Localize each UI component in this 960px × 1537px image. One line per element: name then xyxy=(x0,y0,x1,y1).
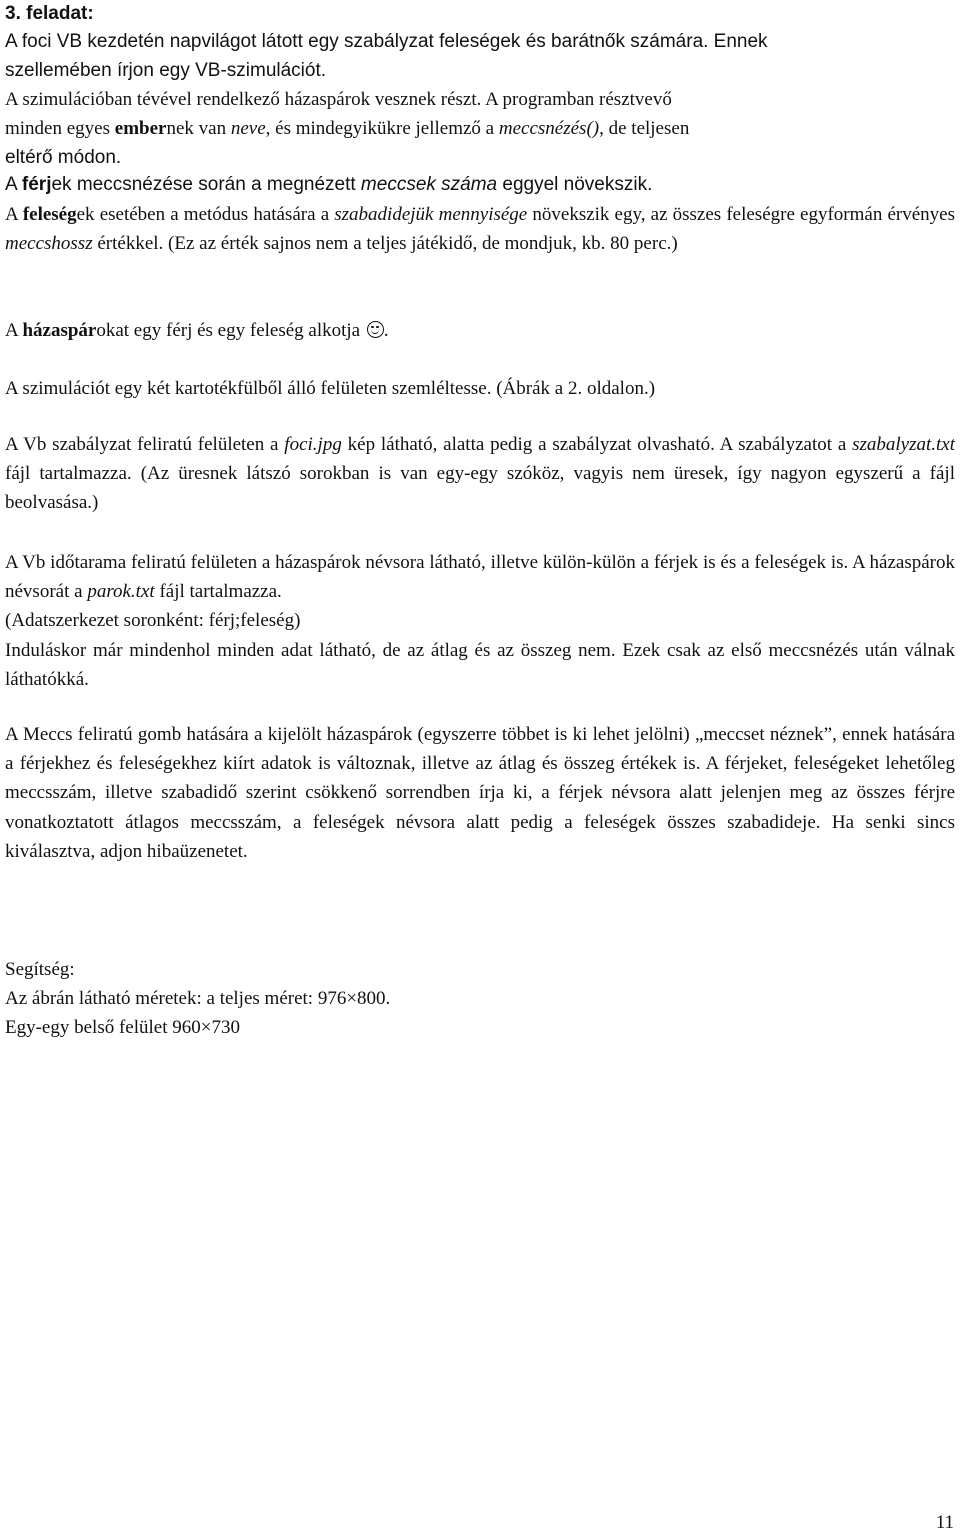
attr-meccshossz: meccshossz xyxy=(5,233,93,255)
simulation-paragraph xyxy=(5,85,955,173)
exercise-title: 3. feladat: xyxy=(5,3,94,24)
indulaskor-text: Induláskor már mindenhol minden adat látható, de az átlag és az összeg nem. Ezek csak az első meccsnézés után válnak láthatókká. xyxy=(5,639,955,690)
help-line-2: 730 xyxy=(211,1017,240,1039)
smiley-icon xyxy=(367,321,384,338)
help-line-2: Egy-egy belső felület 960 xyxy=(5,1017,201,1039)
file-foci-jpg: foci.jpg xyxy=(284,434,342,455)
adatszerkezet-line: (Adatszerkezet soronként: férj;feleség) xyxy=(5,610,301,632)
meccs-paragraph: A Meccs feliratú gomb hatására a kijelölt házaspárok (egyszerre többet is ki lehet jelölni) „meccset néznek”, ennek hatására a férjekhez és feleségekhez kiírt adatok is változnak, illetve az átlag és összeg értékek is. A férjeket, feleségeket lehetőleg meccsszám, illetve szabadidő szerint csökkenő sorrendben írja ki, a férjek névsora alatt jelenjen meg az összes férjre vonatkoztatott átlagos meccsszám, a feleségek névsora alatt pedig a feleségek összes szabadideje. Ha senki sincs kiválasztva, adjon hibaüzenetet. xyxy=(5,724,955,862)
method-meccsnezes: meccsnézés() xyxy=(498,118,600,140)
ui-paragraph: A szimulációt egy két kartotékfülből álló felületen szemléltesse. (Ábrák a 2. oldalon.) xyxy=(5,378,656,399)
intro-paragraph xyxy=(5,28,955,85)
class-ember: ember xyxy=(114,118,167,140)
file-szabalyzat-txt: szabalyzat.txt xyxy=(852,434,955,455)
intro-line-2: szellemében írjon egy VB-szimulációt. xyxy=(5,59,327,81)
hazaspar-text: . xyxy=(383,320,389,341)
szabalyzat-text: kép látható, alatta pedig a szabályzat olvasható. A szabályzatot a xyxy=(341,434,853,455)
szabalyzat-text: fájl tartalmazza. (Az üresnek látszó sorokban is van egy-egy szóköz, vagyis nem üresek, így nagyon egyszerű a fájl beolvasása.) xyxy=(5,463,955,514)
ferj-text: eggyel növekszik. xyxy=(497,174,653,195)
intro-line-1: A foci VB kezdetén napvilágot látott egy szabályzat feleségek és barátnők számára. Ennek xyxy=(5,31,768,52)
help-label: Segítség: xyxy=(5,959,75,980)
attr-neve: neve xyxy=(230,118,266,140)
sim-text: , de teljesen xyxy=(599,118,690,140)
idotartam-paragraph xyxy=(5,548,955,694)
ferj-text: A xyxy=(5,174,22,195)
times-icon: × xyxy=(200,1017,212,1039)
feleseg-text: A xyxy=(5,204,23,225)
ferj-paragraph xyxy=(5,171,955,200)
file-parok-txt: parok.txt xyxy=(87,581,155,603)
attr-meccsek-szama: meccsek száma xyxy=(360,174,498,195)
feleseg-text: növekszik egy, az összes feleségre egyformán érvényes xyxy=(527,204,955,225)
help-line-1: Az ábrán látható méretek: a teljes méret: 976 xyxy=(5,988,347,1010)
class-feleseg: feleség xyxy=(22,204,77,225)
class-ferj: férj xyxy=(21,174,52,195)
hazaspar-paragraph xyxy=(5,316,955,345)
idotartam-text: fájl tartalmazza. xyxy=(154,581,282,603)
feleseg-text: értékkel. (Ez az érték sajnos nem a teljes játékidő, de mondjuk, kb. 80 perc.) xyxy=(92,233,678,255)
szabalyzat-paragraph xyxy=(5,430,955,518)
hazaspar-text: A xyxy=(5,320,23,341)
page-number: 11 xyxy=(935,1512,954,1533)
sim-line-3: eltérő módon. xyxy=(5,147,122,169)
sim-line-1: A szimulációban tévével rendelkező házaspárok vesznek részt. A programban résztvevő xyxy=(5,89,672,110)
feleseg-paragraph xyxy=(5,200,955,258)
sim-text: minden egyes xyxy=(5,118,115,140)
feleseg-text: ek esetében a metódus hatására a xyxy=(76,204,335,225)
sim-text: nek van xyxy=(166,118,231,140)
attr-szabadido: szabadidejük mennyisége xyxy=(334,204,528,225)
help-section xyxy=(5,955,955,1043)
times-icon: × xyxy=(346,988,358,1010)
sim-text: , és mindegyikükre jellemző a xyxy=(265,118,499,140)
ferj-text: ek meccsnézése során a megnézett xyxy=(51,174,361,195)
class-hazaspar: házaspár xyxy=(22,320,97,341)
hazaspar-text: okat egy férj és egy feleség alkotja xyxy=(96,320,365,341)
help-line-1: 800. xyxy=(357,988,391,1010)
szabalyzat-text: A Vb szabályzat feliratú felületen a xyxy=(5,434,285,455)
idotartam-text: A Vb időtarama feliratú felületen a házaspárok névsora látható, illetve külön-külön a férjek is és a feleségek is. A házaspárok névsorát a xyxy=(5,552,955,603)
